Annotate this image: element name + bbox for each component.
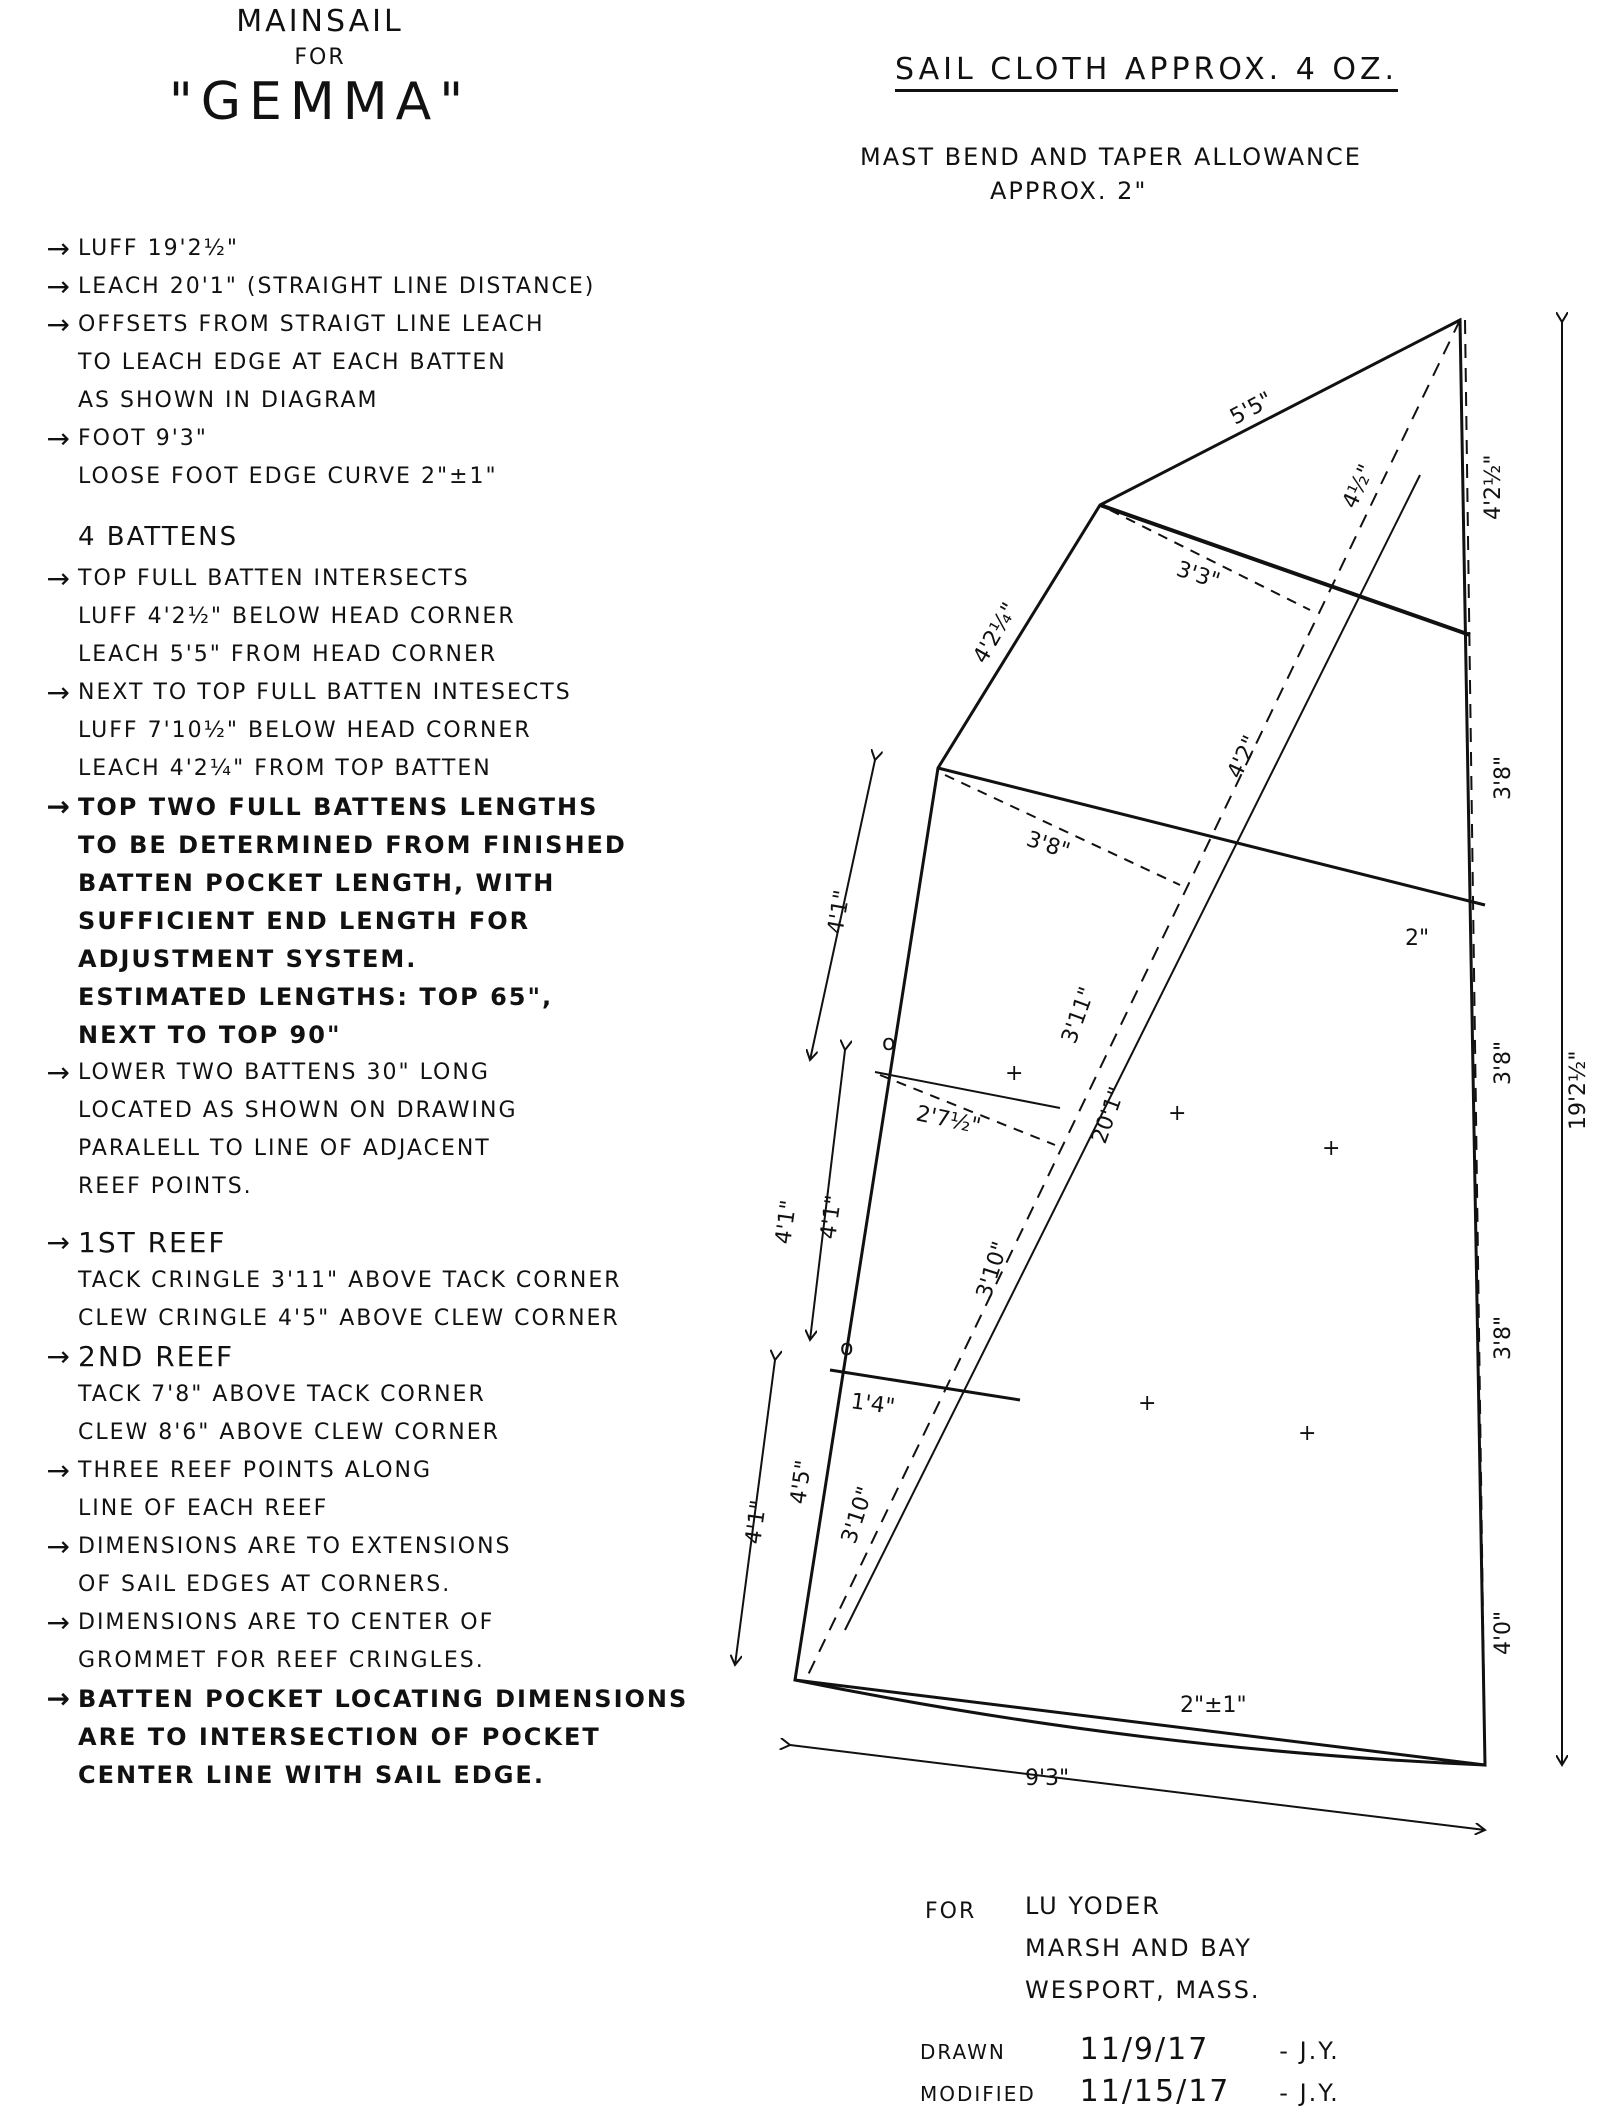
label-batten3: 2'7½" [913,1101,984,1140]
arrow-icon: → [46,270,72,303]
luff-line [1465,320,1485,1765]
label-luff-seg4: 3'8" [1491,1315,1516,1360]
arrow-icon: → [46,1056,72,1089]
label-luff-seg3: 3'8" [1491,1040,1516,1085]
label-head-luff: 4'2½" [1481,454,1506,520]
label-luff-total: 19'2½" [1566,1050,1591,1130]
arrow-icon: → [46,1530,72,1563]
note-leach: → LEACH 20'1" (STRAIGHT LINE DISTANCE) [8,268,788,306]
note-lower-battens: → LOWER TWO BATTENS 30" LONG LOCATED AS SHOWN ON DRAWING PARALELL TO LINE OF ADJACENT REEF POINTS. [8,1054,788,1206]
arrow-icon: → [46,422,72,455]
label-reef2-leach-b: 4'5" [786,1458,818,1506]
title-boat-name: "GEMMA" [168,72,472,132]
modified-row: MODIFIED 11/15/17 - J.Y. [920,2074,1340,2109]
battens-heading: 4 BATTENS [78,522,239,552]
label-reef1-leach-a: 4'1" [771,1198,803,1246]
label-lower-offset: 3'11" [1057,983,1101,1048]
arrow-icon: → [46,1226,72,1259]
reef-point-3: + [1322,1136,1341,1161]
drawing-dates [920,2030,1340,2114]
arrow-icon: → [46,308,72,341]
label-foot: 9'3" [1025,1766,1070,1791]
reef-cringle-2: o [840,1336,854,1361]
label-luff-seg2: 3'8" [1491,755,1516,800]
leach-offset-line [845,475,1420,1630]
title-mainsail: MAINSAIL [236,4,404,39]
credits-block [925,1885,1261,2011]
label-foot-offset: 3'10" [836,1483,879,1547]
note-next-batten: → NEXT TO TOP FULL BATTEN INTESECTS LUFF 7'10½" BELOW HEAD CORNER LEACH 4'2¼" FROM TOP BATTEN [8,674,788,788]
reef-point-2: + [1168,1101,1187,1126]
label-taper: 2" [1405,926,1430,951]
label-reef1-offset: 3'10" [971,1238,1014,1302]
arrow-icon: → [46,1454,72,1487]
straight-leach-line [808,320,1460,1675]
credits-for-label: FOR [925,1899,977,1924]
note-dim-corners: → DIMENSIONS ARE TO EXTENSIONS OF SAIL EDGES AT CORNERS. [8,1528,788,1604]
arrow-icon: → [46,1340,72,1373]
note-luff: → LUFF 19'2½" [8,230,788,268]
label-foot-curve: 2"±1" [1180,1693,1247,1718]
note-top-batten: → TOP FULL BATTEN INTERSECTS LUFF 4'2½" BELOW HEAD CORNER LEACH 5'5" FROM HEAD CORNER [8,560,788,674]
note-dim-grommet: → DIMENSIONS ARE TO CENTER OF GROMMET FOR REEF CRINGLES. [8,1604,788,1680]
sail-cloth-note: SAIL CLOTH APPROX. 4 OZ. [895,52,1398,92]
label-batten4: 1'4" [849,1389,897,1421]
offset-second [945,775,1180,885]
credits-location: WESPORT, MASS. [1025,1976,1261,2004]
arrow-icon: → [46,676,72,709]
note-full-batten-lengths: → TOP TWO FULL BATTENS LENGTHS TO BE DETERMINED FROM FINISHED BATTEN POCKET LENGTH, WITH SUFFICIENT END LENGTH FOR ADJUSTMENT SYSTEM. ESTIMATED LENGTHS: TOP 65", NEXT TO TOP 90" [8,788,788,1054]
reef-point-1: + [1005,1061,1024,1086]
mast-bend-line2: APPROX. 2" [990,177,1148,205]
reef-cringle-1: o [882,1031,896,1056]
title-for: FOR [294,45,346,70]
batten-second [938,768,1485,905]
label-reef2-leach-a: 4'1" [741,1498,773,1546]
arrow-icon: → [46,790,72,823]
label-leach-total: 20'1" [1087,1083,1131,1148]
label-head-leach: 5'5" [1226,387,1277,431]
label-batten2: 3'8" [1023,826,1073,865]
credits-name: LU YODER [1025,1892,1161,1920]
credits-company: MARSH AND BAY [1025,1934,1252,1962]
note-offsets: → OFFSETS FROM STRAIGT LINE LEACH TO LEACH EDGE AT EACH BATTEN AS SHOWN IN DIAGRAM [8,306,788,420]
sail-outline [795,320,1485,1765]
reef-point-4: + [1138,1391,1157,1416]
label-reef1-leach-b: 4'1" [816,1193,848,1241]
note-pocket-dims: → BATTEN POCKET LOCATING DIMENSIONS ARE TO INTERSECTION OF POCKET CENTER LINE WITH SAIL EDGE. [8,1680,788,1794]
batten-top [1100,505,1470,635]
label-mid-offset: 4'2" [1222,731,1265,783]
reef-point-5: + [1298,1421,1317,1446]
drawn-row: DRAWN 11/9/17 - J.Y. [920,2032,1340,2067]
label-head-offset: 4½" [1337,460,1380,513]
label-leach-seg3: 4'1" [823,888,856,937]
mast-bend-line1: MAST BEND AND TAPER ALLOWANCE [860,143,1362,171]
note-first-reef: → 1ST REEF TACK CRINGLE 3'11" ABOVE TACK CORNER CLEW CRINGLE 4'5" ABOVE CLEW CORNER [8,1224,788,1338]
arrow-icon: → [46,562,72,595]
label-leach-seg2: 4'2¼" [968,598,1023,668]
note-second-reef: → 2ND REEF TACK 7'8" ABOVE TACK CORNER CLEW 8'6" ABOVE CLEW CORNER [8,1338,788,1452]
arrow-icon: → [46,1606,72,1639]
offset-top [1110,510,1310,610]
note-foot: → FOOT 9'3" LOOSE FOOT EDGE CURVE 2"±1" [8,420,788,496]
note-reef-points: → THREE REEF POINTS ALONG LINE OF EACH REEF [8,1452,788,1528]
label-top-batten: 3'3" [1173,556,1223,595]
label-luff-seg5: 4'0" [1491,1610,1516,1655]
arrow-icon: → [46,1682,72,1715]
batten-third [875,1072,1060,1108]
arrow-icon: → [46,232,72,265]
